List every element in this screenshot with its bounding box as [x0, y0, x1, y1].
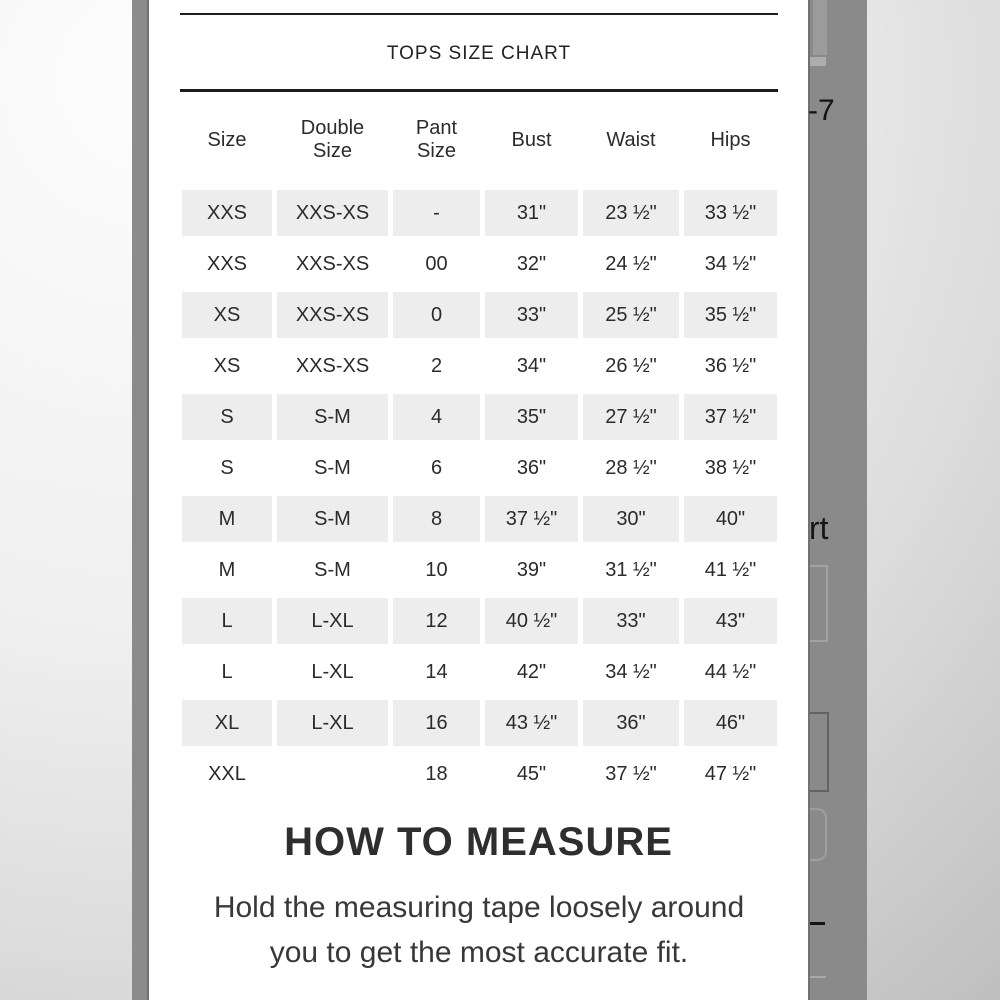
table-cell: XS — [213, 354, 241, 377]
dimmed-clipped-text-mid: rt — [809, 510, 829, 546]
table-cell: 00 — [425, 252, 448, 275]
table-cell: 16 — [393, 700, 480, 746]
divider-top — [180, 13, 778, 15]
table-cell: 30" — [583, 496, 679, 542]
table-cell: 14 — [425, 660, 448, 683]
table-cell: S-M — [277, 496, 388, 542]
table-cell: 33 ½" — [684, 190, 777, 236]
table-cell: 37 ½" — [684, 394, 777, 440]
table-cell: 33" — [485, 292, 578, 338]
dimmed-page-block-small — [810, 57, 826, 66]
table-cell: L-XL — [311, 660, 354, 683]
divider-bottom — [180, 89, 778, 92]
dimmed-clipped-text-top: -7 — [808, 94, 835, 127]
table-cell: XXS — [182, 190, 272, 236]
table-cell: 33" — [583, 598, 679, 644]
table-cell: 42" — [516, 660, 547, 683]
column-header-double-size: Double Size — [300, 117, 365, 162]
table-cell: 35 ½" — [684, 292, 777, 338]
table-cell: 31" — [485, 190, 578, 236]
background-scrim[interactable] — [808, 0, 867, 1000]
table-cell: 45" — [516, 762, 547, 785]
table-cell: 23 ½" — [583, 190, 679, 236]
table-cell: 25 ½" — [583, 292, 679, 338]
table-cell: 0 — [393, 292, 480, 338]
table-cell: 44 ½" — [704, 660, 757, 683]
table-cell: 26 ½" — [605, 354, 657, 377]
dimmed-divider-faint — [810, 976, 826, 978]
table-cell: S-M — [314, 558, 351, 581]
size-chart-modal[interactable] — [149, 0, 808, 1000]
table-cell: XXS — [206, 252, 248, 275]
table-cell: L — [182, 598, 272, 644]
table-cell: XS — [182, 292, 272, 338]
dimmed-divider-dark — [810, 922, 825, 925]
table-cell: 41 ½" — [704, 558, 757, 581]
column-header-hips: Hips — [710, 128, 751, 151]
how-to-measure-body: Hold the measuring tape loosely around you to get the most accurate fit. — [213, 891, 745, 969]
table-cell: 43 ½" — [485, 700, 578, 746]
table-cell: 39" — [516, 558, 547, 581]
table-cell: 40 ½" — [485, 598, 578, 644]
table-cell: L-XL — [277, 700, 388, 746]
table-cell: 31 ½" — [605, 558, 657, 581]
table-cell: - — [393, 190, 480, 236]
column-header-bust: Bust — [511, 128, 552, 151]
table-cell: M — [182, 496, 272, 542]
table-cell: 38 ½" — [704, 456, 757, 479]
table-cell — [277, 751, 388, 797]
table-cell: 34 ½" — [605, 660, 657, 683]
table-cell: 35" — [485, 394, 578, 440]
table-cell: L-XL — [277, 598, 388, 644]
table-cell: 32" — [516, 252, 547, 275]
table-cell: 8 — [393, 496, 480, 542]
table-cell: S — [220, 456, 234, 479]
table-cell: XXS-XS — [277, 190, 388, 236]
modal-title: TOPS SIZE CHART — [386, 43, 572, 64]
table-cell: S — [182, 394, 272, 440]
table-cell: 4 — [393, 394, 480, 440]
dimmed-input-box-upper — [810, 565, 828, 642]
table-cell: 2 — [430, 354, 443, 377]
table-cell: S-M — [277, 394, 388, 440]
column-header-size: Size — [207, 128, 247, 151]
table-cell: 12 — [393, 598, 480, 644]
table-cell: L — [221, 660, 233, 683]
table-cell: 36" — [516, 456, 547, 479]
column-header-waist: Waist — [606, 128, 656, 151]
table-cell: 34" — [516, 354, 547, 377]
table-cell: XXS-XS — [295, 354, 370, 377]
table-cell: S-M — [314, 456, 351, 479]
dimmed-page-edge-left — [132, 0, 149, 1000]
table-cell: 36" — [583, 700, 679, 746]
table-cell: XL — [182, 700, 272, 746]
table-cell: XXS-XS — [277, 292, 388, 338]
table-cell: XXS-XS — [295, 252, 370, 275]
table-cell: 37 ½" — [605, 762, 657, 785]
table-cell: 34 ½" — [704, 252, 757, 275]
table-cell: 27 ½" — [583, 394, 679, 440]
table-cell: 28 ½" — [605, 456, 657, 479]
dimmed-input-box-lower — [810, 712, 829, 792]
how-to-measure-heading: HOW TO MEASURE — [284, 820, 673, 864]
table-cell: 6 — [430, 456, 443, 479]
table-cell: M — [218, 558, 236, 581]
table-cell: XXL — [208, 762, 246, 785]
table-cell: 10 — [425, 558, 448, 581]
table-cell: 37 ½" — [485, 496, 578, 542]
table-cell: 18 — [425, 762, 448, 785]
table-cell: 43" — [684, 598, 777, 644]
dimmed-rounded-button — [810, 808, 827, 861]
table-header-row — [182, 108, 777, 172]
table-cell: 46" — [684, 700, 777, 746]
table-cell: 36 ½" — [704, 354, 757, 377]
table-cell: 24 ½" — [605, 252, 657, 275]
table-cell: 47 ½" — [704, 762, 757, 785]
table-cell: 40" — [684, 496, 777, 542]
size-table-body — [182, 190, 777, 797]
dimmed-page-block — [813, 0, 827, 55]
column-header-pant-size: Pant Size — [415, 117, 458, 162]
